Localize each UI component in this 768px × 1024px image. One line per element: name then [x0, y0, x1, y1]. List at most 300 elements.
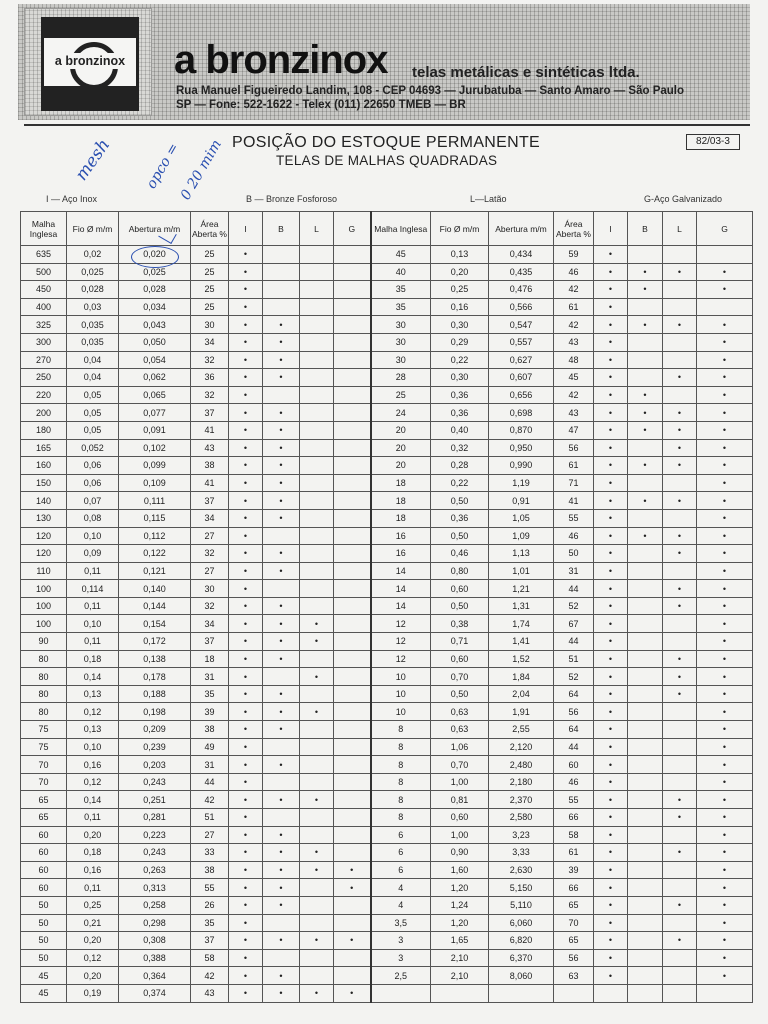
right-cell-3: 70 [554, 914, 594, 932]
right-cell-2: 1,21 [489, 580, 554, 598]
right-cell-5 [628, 509, 663, 527]
left-cell-1: 0,02 [67, 246, 119, 264]
right-cell-4: • [594, 932, 628, 950]
left-cell-0: 100 [21, 597, 67, 615]
legend-bronze: B — Bronze Fosforoso [246, 194, 338, 204]
left-cell-4: • [229, 333, 263, 351]
left-cell-3: 25 [191, 263, 229, 281]
left-cell-4: • [229, 386, 263, 404]
left-cell-1: 0,11 [67, 809, 119, 827]
table-row [21, 685, 753, 703]
right-cell-0: 6 [371, 826, 431, 844]
left-cell-5 [263, 914, 300, 932]
right-cell-5 [628, 756, 663, 774]
left-cell-3: 51 [191, 809, 229, 827]
right-cell-3: 56 [554, 439, 594, 457]
left-cell-5 [263, 263, 300, 281]
left-cell-0: 45 [21, 967, 67, 985]
right-cell-5 [628, 333, 663, 351]
left-cell-3: 41 [191, 421, 229, 439]
right-cell-4: • [594, 474, 628, 492]
left-cell-5: • [263, 896, 300, 914]
left-cell-6: • [300, 984, 334, 1002]
right-cell-0: 10 [371, 668, 431, 686]
right-cell-1: 0,63 [431, 703, 489, 721]
left-cell-2: 0,034 [119, 298, 191, 316]
left-cell-1: 0,07 [67, 492, 119, 510]
right-cell-0: 30 [371, 351, 431, 369]
left-cell-0: 80 [21, 668, 67, 686]
header-abertura: Abertura m/m [119, 212, 191, 246]
left-cell-4: • [229, 404, 263, 422]
table-row [21, 351, 753, 369]
right-cell-4: • [594, 791, 628, 809]
left-cell-0: 75 [21, 738, 67, 756]
left-cell-4: • [229, 562, 263, 580]
right-cell-2: 1,19 [489, 474, 554, 492]
left-cell-7 [334, 439, 371, 457]
left-cell-1: 0,20 [67, 826, 119, 844]
right-cell-0: 14 [371, 597, 431, 615]
header-b: B [263, 212, 300, 246]
left-cell-7 [334, 580, 371, 598]
left-cell-2: 0,138 [119, 650, 191, 668]
right-cell-1: 2,10 [431, 967, 489, 985]
left-cell-4: • [229, 773, 263, 791]
table-row [21, 492, 753, 510]
right-cell-5 [628, 545, 663, 563]
left-cell-4: • [229, 580, 263, 598]
left-cell-7 [334, 826, 371, 844]
left-cell-3: 37 [191, 633, 229, 651]
left-cell-5 [263, 298, 300, 316]
left-cell-4: • [229, 474, 263, 492]
left-cell-6 [300, 439, 334, 457]
left-cell-1: 0,10 [67, 527, 119, 545]
left-cell-3: 49 [191, 738, 229, 756]
left-cell-6 [300, 369, 334, 387]
left-cell-1: 0,06 [67, 457, 119, 475]
left-cell-2: 0,263 [119, 861, 191, 879]
left-cell-0: 80 [21, 703, 67, 721]
left-cell-7 [334, 756, 371, 774]
left-cell-5: • [263, 703, 300, 721]
table-row [21, 861, 753, 879]
left-cell-5: • [263, 791, 300, 809]
left-cell-0: 65 [21, 809, 67, 827]
left-cell-0: 120 [21, 527, 67, 545]
right-cell-2: 2,370 [489, 791, 554, 809]
right-cell-3: 61 [554, 457, 594, 475]
right-cell-6 [663, 281, 697, 299]
table-row [21, 457, 753, 475]
right-cell-1: 0,46 [431, 545, 489, 563]
right-cell-7: • [697, 404, 753, 422]
right-cell-6: • [663, 404, 697, 422]
left-cell-1: 0,05 [67, 404, 119, 422]
right-cell-7: • [697, 421, 753, 439]
left-cell-5: • [263, 492, 300, 510]
left-cell-1: 0,11 [67, 562, 119, 580]
right-cell-0: 16 [371, 545, 431, 563]
left-cell-0: 220 [21, 386, 67, 404]
left-cell-2: 0,251 [119, 791, 191, 809]
right-cell-0: 28 [371, 369, 431, 387]
left-cell-0: 60 [21, 861, 67, 879]
right-cell-3: 63 [554, 967, 594, 985]
left-cell-7: • [334, 932, 371, 950]
right-cell-0: 20 [371, 421, 431, 439]
left-cell-4: • [229, 545, 263, 563]
left-cell-7 [334, 738, 371, 756]
left-cell-2: 0,313 [119, 879, 191, 897]
right-cell-7: • [697, 949, 753, 967]
right-cell-2: 1,52 [489, 650, 554, 668]
left-cell-7 [334, 421, 371, 439]
right-cell-5 [628, 844, 663, 862]
left-cell-6 [300, 756, 334, 774]
left-cell-5: • [263, 333, 300, 351]
right-cell-3: 31 [554, 562, 594, 580]
right-cell-5 [628, 826, 663, 844]
right-cell-2: 8,060 [489, 967, 554, 985]
right-cell-0: 6 [371, 844, 431, 862]
right-cell-7: • [697, 457, 753, 475]
left-cell-7 [334, 263, 371, 281]
document-title: POSIÇÃO DO ESTOQUE PERMANENTE [232, 134, 541, 151]
left-cell-1: 0,14 [67, 791, 119, 809]
right-cell-1: 1,65 [431, 932, 489, 950]
left-cell-6 [300, 281, 334, 299]
table-row [21, 932, 753, 950]
left-cell-2: 0,223 [119, 826, 191, 844]
left-cell-1: 0,10 [67, 615, 119, 633]
left-cell-7 [334, 281, 371, 299]
left-cell-5: • [263, 545, 300, 563]
right-cell-5 [628, 474, 663, 492]
right-cell-5 [628, 597, 663, 615]
right-cell-3: 44 [554, 633, 594, 651]
right-cell-3: 48 [554, 351, 594, 369]
right-cell-3: 42 [554, 386, 594, 404]
right-cell-4: • [594, 246, 628, 264]
right-cell-2: 2,04 [489, 685, 554, 703]
left-cell-1: 0,20 [67, 932, 119, 950]
left-cell-7 [334, 685, 371, 703]
left-cell-0: 100 [21, 580, 67, 598]
right-cell-5 [628, 351, 663, 369]
left-cell-6: • [300, 844, 334, 862]
left-cell-5: • [263, 439, 300, 457]
left-cell-7 [334, 844, 371, 862]
right-cell-1: 0,25 [431, 281, 489, 299]
left-cell-6 [300, 597, 334, 615]
left-cell-2: 0,144 [119, 597, 191, 615]
left-cell-6 [300, 404, 334, 422]
right-cell-2: 0,870 [489, 421, 554, 439]
left-cell-7 [334, 650, 371, 668]
left-cell-1: 0,21 [67, 914, 119, 932]
logo-mark-icon [41, 17, 139, 111]
left-cell-4: • [229, 298, 263, 316]
right-cell-7: • [697, 791, 753, 809]
table-row [21, 474, 753, 492]
table-row [21, 914, 753, 932]
left-cell-5: • [263, 967, 300, 985]
right-cell-6: • [663, 545, 697, 563]
right-cell-0: 8 [371, 791, 431, 809]
right-cell-6 [663, 879, 697, 897]
left-cell-1: 0,25 [67, 896, 119, 914]
left-cell-6 [300, 457, 334, 475]
right-cell-0: 8 [371, 721, 431, 739]
right-cell-1: 0,71 [431, 633, 489, 651]
right-cell-1: 0,80 [431, 562, 489, 580]
left-cell-0: 150 [21, 474, 67, 492]
right-cell-4: • [594, 404, 628, 422]
right-cell-4: • [594, 738, 628, 756]
left-cell-3: 36 [191, 369, 229, 387]
right-cell-5 [628, 298, 663, 316]
right-cell-7: • [697, 650, 753, 668]
left-cell-2: 0,203 [119, 756, 191, 774]
left-cell-7 [334, 527, 371, 545]
right-cell-0: 8 [371, 773, 431, 791]
left-cell-7 [334, 404, 371, 422]
right-cell-0: 2,5 [371, 967, 431, 985]
left-cell-0: 500 [21, 263, 67, 281]
right-cell-2: 6,820 [489, 932, 554, 950]
right-cell-3: 67 [554, 615, 594, 633]
left-cell-6 [300, 263, 334, 281]
right-cell-3: 46 [554, 263, 594, 281]
left-cell-1: 0,20 [67, 967, 119, 985]
right-cell-5 [628, 949, 663, 967]
left-cell-7 [334, 914, 371, 932]
left-cell-1: 0,10 [67, 738, 119, 756]
left-cell-3: 25 [191, 246, 229, 264]
right-cell-2: 0,476 [489, 281, 554, 299]
right-cell-5 [628, 967, 663, 985]
right-cell-5: • [628, 281, 663, 299]
left-cell-1: 0,028 [67, 281, 119, 299]
left-cell-5: • [263, 685, 300, 703]
right-cell-0: 6 [371, 861, 431, 879]
left-cell-4: • [229, 861, 263, 879]
left-cell-5: • [263, 756, 300, 774]
left-cell-2: 0,050 [119, 333, 191, 351]
left-cell-4: • [229, 738, 263, 756]
left-cell-5: • [263, 984, 300, 1002]
left-cell-5 [263, 281, 300, 299]
right-cell-1: 0,36 [431, 509, 489, 527]
right-cell-3: 65 [554, 932, 594, 950]
company-logo [24, 8, 152, 116]
left-cell-2: 0,121 [119, 562, 191, 580]
left-cell-5: • [263, 633, 300, 651]
table-row [21, 844, 753, 862]
left-cell-5: • [263, 509, 300, 527]
left-cell-0: 80 [21, 650, 67, 668]
right-cell-6 [663, 738, 697, 756]
company-tagline: telas metálicas e sintéticas ltda. [412, 64, 640, 81]
left-cell-7 [334, 457, 371, 475]
right-cell-4: • [594, 650, 628, 668]
right-cell-0: 12 [371, 615, 431, 633]
left-cell-2: 0,388 [119, 949, 191, 967]
right-cell-3: 55 [554, 509, 594, 527]
left-cell-2: 0,112 [119, 527, 191, 545]
right-cell-1: 0,60 [431, 580, 489, 598]
left-cell-6 [300, 545, 334, 563]
left-cell-4: • [229, 633, 263, 651]
left-cell-6 [300, 298, 334, 316]
left-cell-0: 50 [21, 896, 67, 914]
table-row [21, 809, 753, 827]
left-cell-2: 0,243 [119, 844, 191, 862]
right-cell-1: 0,60 [431, 650, 489, 668]
left-cell-2: 0,364 [119, 967, 191, 985]
left-cell-7 [334, 369, 371, 387]
left-cell-5: • [263, 650, 300, 668]
table-row [21, 984, 753, 1002]
left-cell-1: 0,03 [67, 298, 119, 316]
left-cell-6: • [300, 668, 334, 686]
left-cell-1: 0,11 [67, 597, 119, 615]
left-cell-4: • [229, 932, 263, 950]
left-cell-7 [334, 492, 371, 510]
left-cell-0: 165 [21, 439, 67, 457]
right-cell-0: 18 [371, 492, 431, 510]
left-cell-0: 60 [21, 879, 67, 897]
left-cell-3: 18 [191, 650, 229, 668]
right-cell-3: 45 [554, 369, 594, 387]
right-cell-5 [628, 369, 663, 387]
left-cell-7: • [334, 984, 371, 1002]
left-cell-3: 26 [191, 896, 229, 914]
right-cell-3: 43 [554, 404, 594, 422]
right-cell-3: 41 [554, 492, 594, 510]
right-cell-4: • [594, 949, 628, 967]
right-cell-6 [663, 562, 697, 580]
header-malha: Malha Inglesa [21, 212, 67, 246]
left-cell-5 [263, 668, 300, 686]
left-cell-4: • [229, 351, 263, 369]
left-cell-4: • [229, 721, 263, 739]
right-cell-7: • [697, 263, 753, 281]
left-cell-0: 110 [21, 562, 67, 580]
left-cell-3: 32 [191, 351, 229, 369]
left-cell-6 [300, 650, 334, 668]
left-cell-7 [334, 316, 371, 334]
right-cell-7: • [697, 386, 753, 404]
right-cell-2: 6,370 [489, 949, 554, 967]
handwritten-note-micron: 0 20 mim [177, 137, 225, 203]
left-cell-6 [300, 580, 334, 598]
left-cell-6: • [300, 633, 334, 651]
left-cell-6: • [300, 861, 334, 879]
right-cell-7: • [697, 580, 753, 598]
right-cell-0 [371, 984, 431, 1002]
right-cell-6 [663, 298, 697, 316]
left-cell-2: 0,102 [119, 439, 191, 457]
left-cell-2: 0,099 [119, 457, 191, 475]
right-cell-3: 55 [554, 791, 594, 809]
right-cell-0: 10 [371, 685, 431, 703]
right-cell-7: • [697, 703, 753, 721]
left-cell-4: • [229, 791, 263, 809]
right-cell-4: • [594, 967, 628, 985]
left-cell-6 [300, 826, 334, 844]
left-cell-5: • [263, 721, 300, 739]
left-cell-3: 44 [191, 773, 229, 791]
right-cell-5 [628, 932, 663, 950]
right-cell-1: 1,20 [431, 879, 489, 897]
left-cell-2: 0,209 [119, 721, 191, 739]
right-cell-6 [663, 615, 697, 633]
left-cell-3: 38 [191, 861, 229, 879]
right-cell-7: • [697, 281, 753, 299]
right-cell-5 [628, 809, 663, 827]
right-cell-7: • [697, 527, 753, 545]
left-cell-6 [300, 809, 334, 827]
right-cell-7: • [697, 685, 753, 703]
right-cell-0: 14 [371, 580, 431, 598]
left-cell-4: • [229, 703, 263, 721]
left-cell-4: • [229, 421, 263, 439]
right-cell-2: 0,557 [489, 333, 554, 351]
right-cell-0: 24 [371, 404, 431, 422]
left-cell-2: 0,198 [119, 703, 191, 721]
right-cell-0: 3,5 [371, 914, 431, 932]
left-cell-6 [300, 386, 334, 404]
left-cell-7 [334, 615, 371, 633]
left-cell-5 [263, 386, 300, 404]
table-row [21, 650, 753, 668]
left-cell-7 [334, 246, 371, 264]
right-cell-7: • [697, 316, 753, 334]
left-cell-0: 635 [21, 246, 67, 264]
table-row [21, 562, 753, 580]
right-cell-4: • [594, 773, 628, 791]
header-abertura-right: Abertura m/m [489, 212, 554, 246]
header-fio-right: Fio Ø m/m [431, 212, 489, 246]
right-cell-1: 0,38 [431, 615, 489, 633]
right-cell-6 [663, 333, 697, 351]
left-cell-3: 58 [191, 949, 229, 967]
left-cell-3: 31 [191, 668, 229, 686]
right-cell-0: 35 [371, 298, 431, 316]
left-cell-7 [334, 668, 371, 686]
right-cell-2: 5,150 [489, 879, 554, 897]
right-cell-1: 0,81 [431, 791, 489, 809]
left-cell-0: 140 [21, 492, 67, 510]
left-cell-5 [263, 738, 300, 756]
header-b-right: B [628, 212, 663, 246]
left-cell-3: 43 [191, 984, 229, 1002]
right-cell-2 [489, 984, 554, 1002]
right-cell-2: 0,627 [489, 351, 554, 369]
left-cell-2: 0,188 [119, 685, 191, 703]
company-name: a bronzinox [174, 38, 388, 82]
right-cell-7: • [697, 597, 753, 615]
left-cell-0: 300 [21, 333, 67, 351]
right-cell-1: 0,22 [431, 351, 489, 369]
left-cell-3: 27 [191, 527, 229, 545]
right-cell-1: 0,60 [431, 809, 489, 827]
left-cell-3: 38 [191, 721, 229, 739]
right-cell-2: 1,13 [489, 545, 554, 563]
